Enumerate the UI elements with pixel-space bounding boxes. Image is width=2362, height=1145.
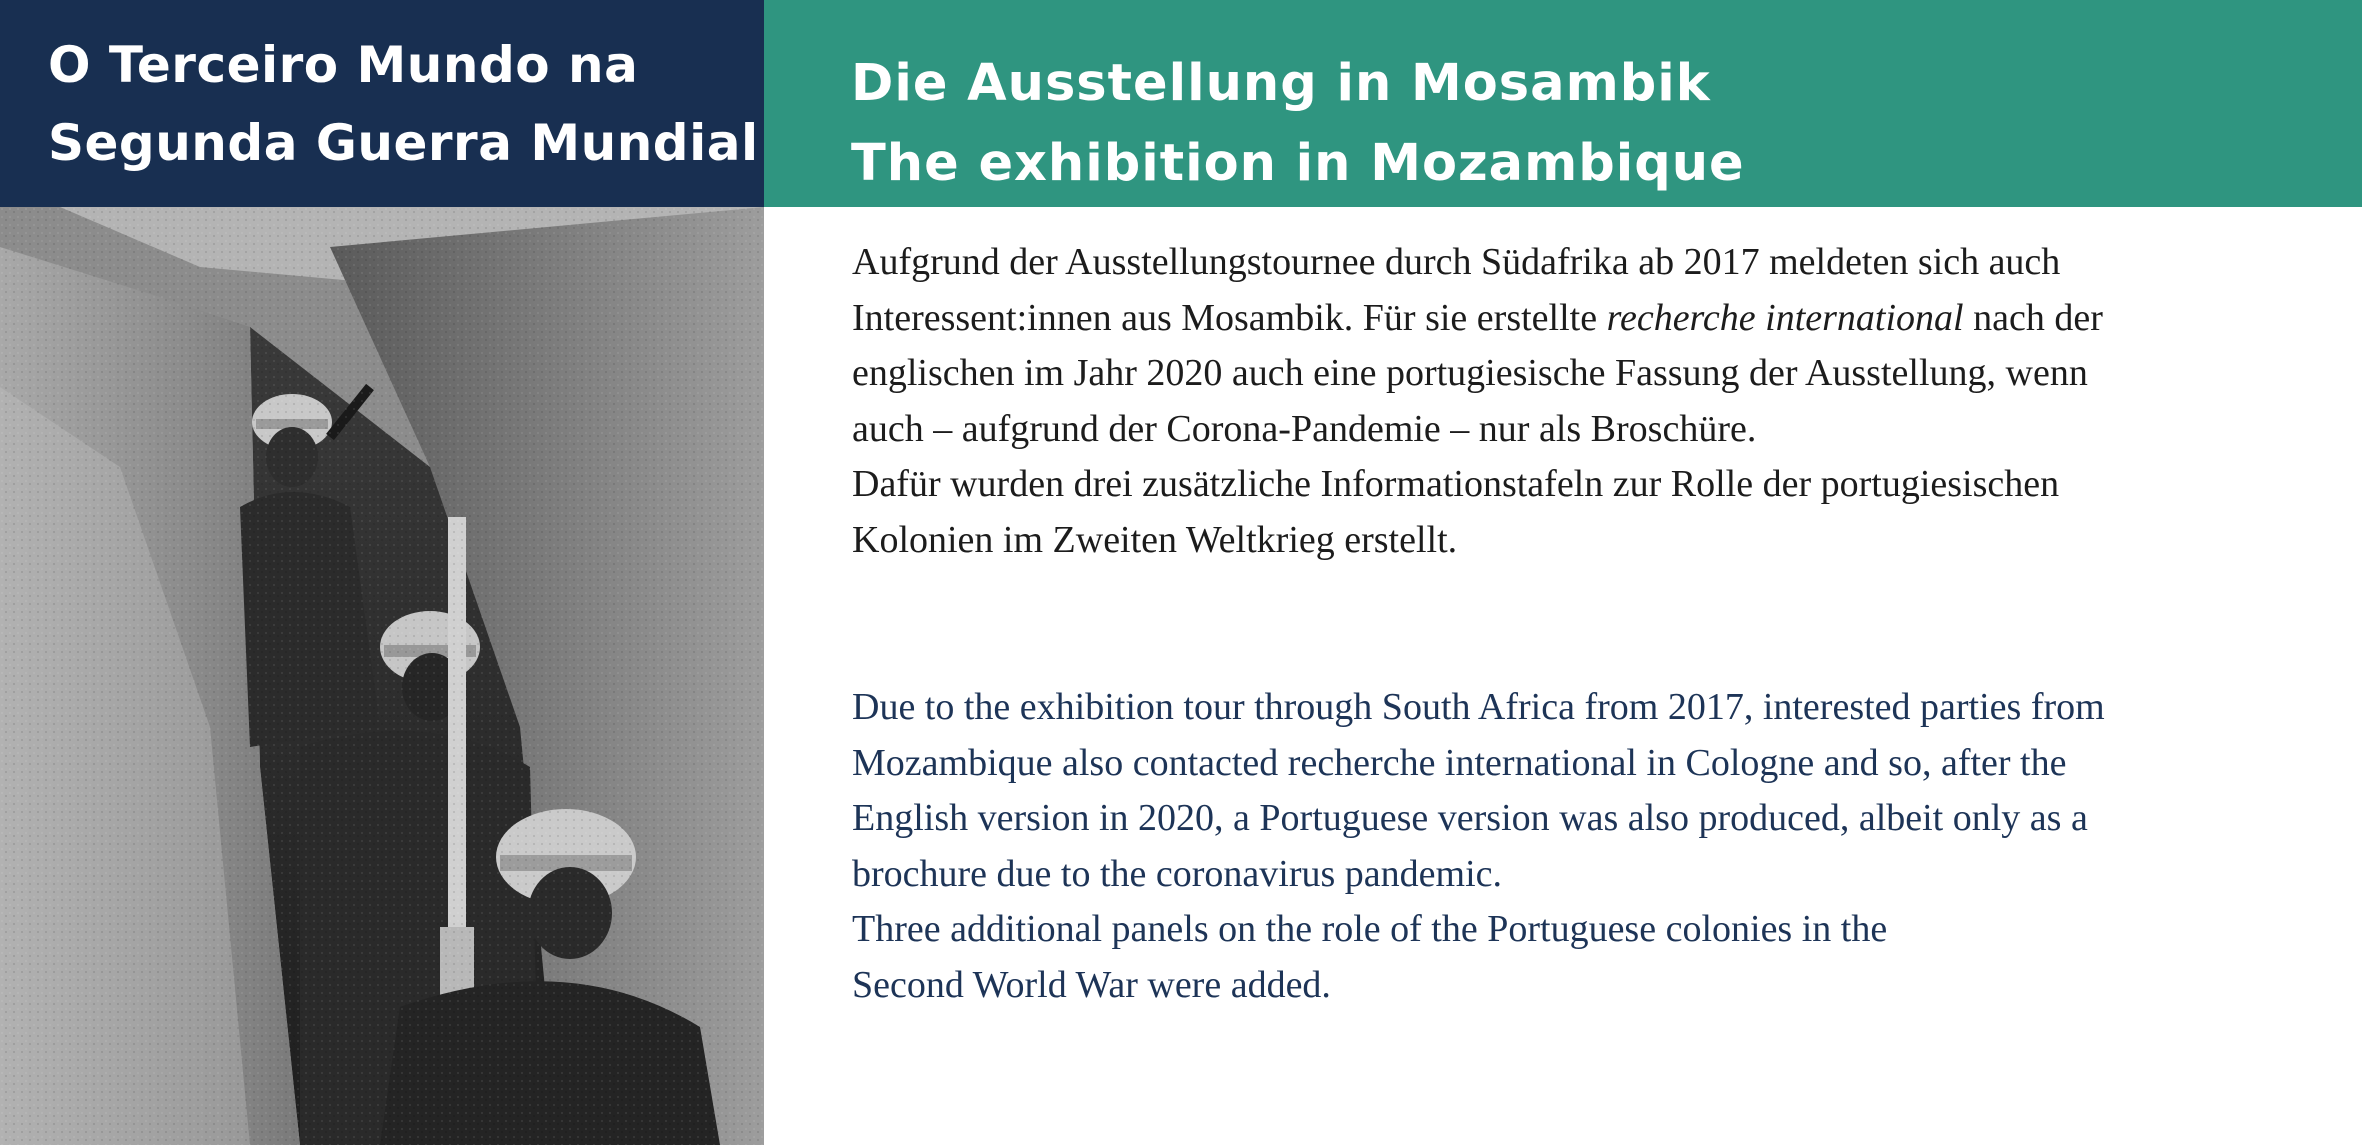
english-line-1: Due to the exhibition tour through South Africa from 2017, interested parties from: [852, 686, 2105, 728]
series-title-line-2: Segunda Guerra Mundial: [48, 114, 759, 172]
english-line-4: brochure due to the coronavirus pandemic.: [852, 852, 1502, 895]
series-title-banner: [0, 0, 764, 207]
german-line-2-end: nach der: [1963, 296, 2103, 339]
german-line-2: [852, 291, 2322, 347]
panel-title-german: Die Ausstellung in Mosambik: [851, 54, 1711, 113]
german-line-5: Dafür wurden drei zusätzliche Informationstafeln zur Rolle der portugiesischen: [852, 463, 2060, 505]
panel-title-english: The exhibition in Mozambique: [851, 134, 1745, 193]
english-line-2: Mozambique also contacted recherche international in Cologne and so, after the: [852, 741, 2067, 784]
german-line-1: Aufgrund der Ausstellungstournee durch Südafrika ab 2017 meldeten sich auch: [852, 241, 2061, 283]
english-line-6: Second World War were added.: [852, 963, 1331, 1006]
english-line-3: English version in 2020, a Portuguese version was also produced, albeit only as a: [852, 797, 2088, 839]
german-line-2-start: Interessent:innen aus Mosambik. Für sie erstellte: [852, 296, 1607, 339]
german-line-4: auch – aufgrund der Corona-Pandemie – nur als Broschüre.: [852, 407, 1757, 450]
english-line-5: Three additional panels on the role of the Portuguese colonies in the: [852, 908, 1888, 950]
organization-name-italic: recherche international: [1606, 296, 1964, 339]
german-line-3: englischen im Jahr 2020 auch eine portugiesische Fassung der Ausstellung, wenn: [852, 352, 2088, 394]
english-description: [852, 680, 2322, 1013]
series-title-line-1: O Terceiro Mundo na: [48, 36, 639, 94]
german-description: [852, 235, 2322, 568]
german-line-6: Kolonien im Zweiten Weltkrieg erstellt.: [852, 518, 1458, 561]
panel-title-banner: [764, 0, 2362, 207]
soldiers-in-trench-photo: [0, 207, 764, 1145]
